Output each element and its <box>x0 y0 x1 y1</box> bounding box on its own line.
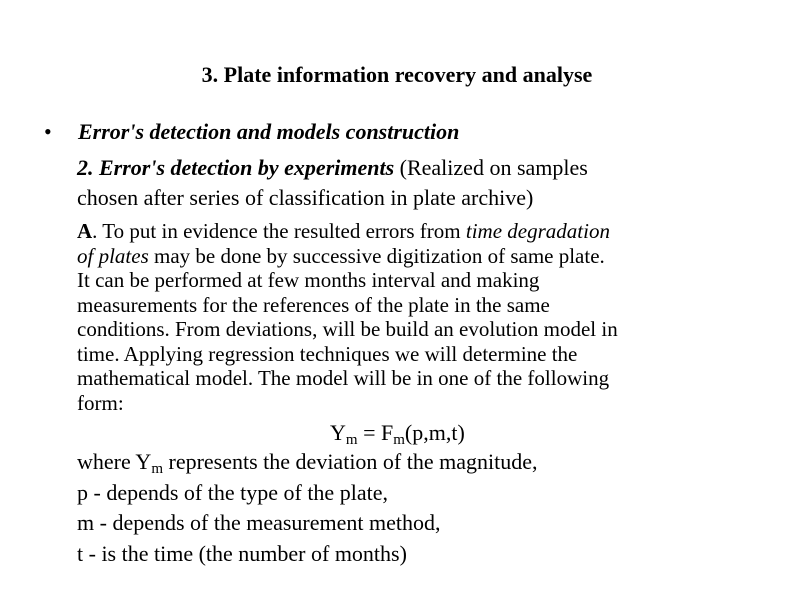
formula-mid: = F <box>357 420 394 445</box>
bullet-item <box>44 117 459 147</box>
def-t: t - is the time (the number of months) <box>77 540 407 566</box>
formula-lhs-sub: m <box>345 432 358 448</box>
slide-title: 3. Plate information recovery and analyse <box>201 62 593 87</box>
formula-rhs-sub: m <box>393 432 405 448</box>
def-ym-sub: m <box>151 461 163 477</box>
para-line8: form: <box>77 390 124 415</box>
def-ym <box>77 447 538 478</box>
para-letter: A <box>77 219 93 243</box>
para-line6: time. Applying regression techniques we will determine the <box>77 341 578 366</box>
sub-line-2: chosen after series of classification in plate archive) <box>77 185 534 210</box>
sub-heading: 2. Error's detection by experiments <box>77 155 395 180</box>
para-line3: It can be performed at few months interval and making <box>77 268 540 292</box>
def-p: p - depends of the type of the plate, <box>77 479 388 505</box>
bullet-text: Error's detection and models construction <box>78 119 460 144</box>
para-line1-italic: time degradation <box>465 219 610 243</box>
para-line2-italic: of plates <box>77 243 149 268</box>
def-m: m - depends of the measurement method, <box>77 510 441 535</box>
para-line7: mathematical model. The model will be in one of the following <box>77 366 610 390</box>
def-ym-pre: where Y <box>77 449 152 474</box>
formula-lhs: Y <box>330 420 346 445</box>
formula-args: (p,m,t) <box>404 420 465 445</box>
paragraph-a <box>77 219 777 415</box>
para-line1-a: . To put in evidence the resulted errors from <box>92 219 466 243</box>
sub-heading-rest: (Realized on samples <box>394 155 588 180</box>
para-line4: measurements for the references of the plate in the same <box>77 292 550 317</box>
bullet-symbol: • <box>44 119 52 144</box>
para-line5: conditions. From deviations, will be build an evolution model in <box>77 317 618 341</box>
sub-point <box>77 153 777 213</box>
definitions <box>77 447 538 569</box>
para-line2-b: may be done by successive digitization of same plate. <box>148 243 605 268</box>
formula <box>330 418 465 448</box>
def-ym-post: represents the deviation of the magnitude, <box>163 449 538 474</box>
